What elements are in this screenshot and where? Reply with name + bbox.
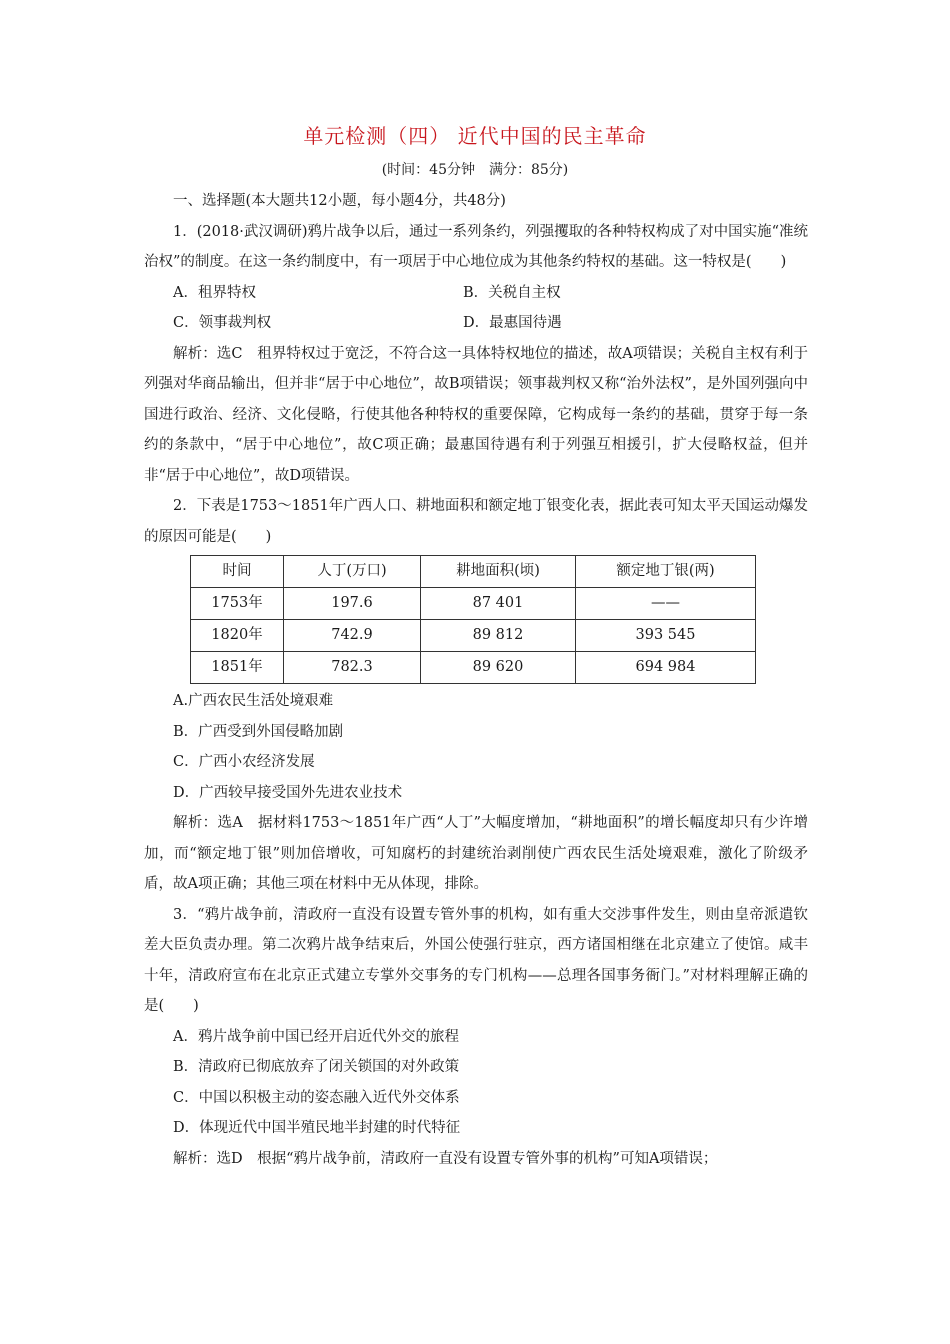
table-cell: ——: [576, 588, 756, 620]
table-header-cell: 耕地面积(顷): [421, 556, 576, 588]
q2-stem: 2．下表是1753～1851年广西人口、耕地面积和额定地丁银变化表，据此表可知太平天国运动爆发的原因可能是( ): [144, 498, 808, 545]
table-cell: 782.3: [284, 652, 421, 684]
page-title: 单元检测（四） 近代中国的民主革命: [303, 124, 647, 148]
q3-option-c: C．中国以积极主动的姿态融入近代外交体系: [173, 1089, 460, 1106]
table-header-cell: 额定地丁银(两): [576, 556, 756, 588]
q3-stem: 3．“鸦片战争前，清政府一直没有设置专管外事的机构，如有重大交涉事件发生，则由皇帝派遣钦差大臣负责办理。第二次鸦片战争结束后，外国公使强行驻京，西方诸国相继在北京建立了使馆。咸丰十年，清政府宣布在北京正式建立专掌外交事务的专门机构——总理各国事务衙门。”对材料理解正确的是( ): [144, 906, 808, 1014]
q1-options-row2: [144, 308, 808, 339]
table-cell: 89 812: [421, 620, 576, 652]
table-cell: 1753年: [191, 588, 284, 620]
q2-option-b: B．广西受到外国侵略加剧: [173, 723, 344, 740]
q3-analysis: 解析：选D 根据“鸦片战争前，清政府一直没有设置专管外事的机构”可知A项错误；: [173, 1150, 718, 1167]
q2-analysis: 解析：选A 据材料1753～1851年广西“人丁”大幅度增加，“耕地面积”的增长幅度却只有少许增加，而“额定地丁银”则加倍增收，可知腐朽的封建统治剥削使广西农民生活处境艰难，激化了阶级矛盾，故A项正确；其他三项在材料中无从体现，排除。: [144, 815, 808, 892]
table-row: [191, 652, 756, 684]
q2-option-d: D．广西较早接受国外先进农业技术: [173, 784, 403, 801]
table-row: [191, 588, 756, 620]
table-cell: 87 401: [421, 588, 576, 620]
table-row: [191, 620, 756, 652]
table-header-cell: 时间: [191, 556, 284, 588]
q1-option-b: B．关税自主权: [463, 284, 561, 301]
table-cell: 89 620: [421, 652, 576, 684]
q1-analysis: 解析：选C 租界特权过于宽泛，不符合这一具体特权地位的描述，故A项错误；关税自主权有利于列强对华商品输出，但并非“居于中心地位”，故B项错误；领事裁判权又称“治外法权”，是外国列强向中国进行政治、经济、文化侵略，行使其他各种特权的重要保障，它构成每一条约的基础，贯穿于每一条约的条款中，“居于中心地位”，故C项正确；最惠国待遇有利于列强互相援引，扩大侵略权益，但并非“居于中心地位”，故D项错误。: [144, 345, 808, 484]
table-header-cell: 人丁(万口): [284, 556, 421, 588]
table-cell: 197.6: [284, 588, 421, 620]
q3-option-b: B．清政府已彻底放弃了闭关锁国的对外政策: [173, 1059, 460, 1075]
q1-option-a: A．租界特权: [173, 284, 256, 301]
q1-options-row1: [144, 278, 808, 309]
q1-option-d: D．最惠国待遇: [463, 315, 562, 331]
document-body: [144, 186, 808, 1174]
q3-option-d: D．体现近代中国半殖民地半封建的时代特征: [173, 1120, 461, 1136]
table-header-row: [191, 556, 756, 588]
table-cell: 1820年: [191, 620, 284, 652]
exam-info: (时间：45分钟 满分：85分): [381, 162, 569, 178]
table-cell: 1851年: [191, 652, 284, 684]
section-heading: 一、选择题(本大题共12小题，每小题4分，共48分): [173, 193, 506, 209]
q2-data-table: [190, 555, 756, 684]
table-cell: 742.9: [284, 620, 421, 652]
table-cell: 393 545: [576, 620, 756, 652]
q3-option-a: A．鸦片战争前中国已经开启近代外交的旅程: [173, 1028, 459, 1045]
q2-option-a: A.广西农民生活处境艰难: [173, 693, 334, 709]
q2-option-c: C．广西小农经济发展: [173, 754, 315, 770]
q1-option-c: C．领事裁判权: [173, 315, 272, 331]
table-cell: 694 984: [576, 652, 756, 684]
q1-stem: 1．(2018·武汉调研)鸦片战争以后，通过一系列条约，列强攫取的各种特权构成了对中国实施“准统治权”的制度。在这一条约制度中，有一项居于中心地位成为其他条约特权的基础。这一特权是( ): [144, 223, 808, 270]
